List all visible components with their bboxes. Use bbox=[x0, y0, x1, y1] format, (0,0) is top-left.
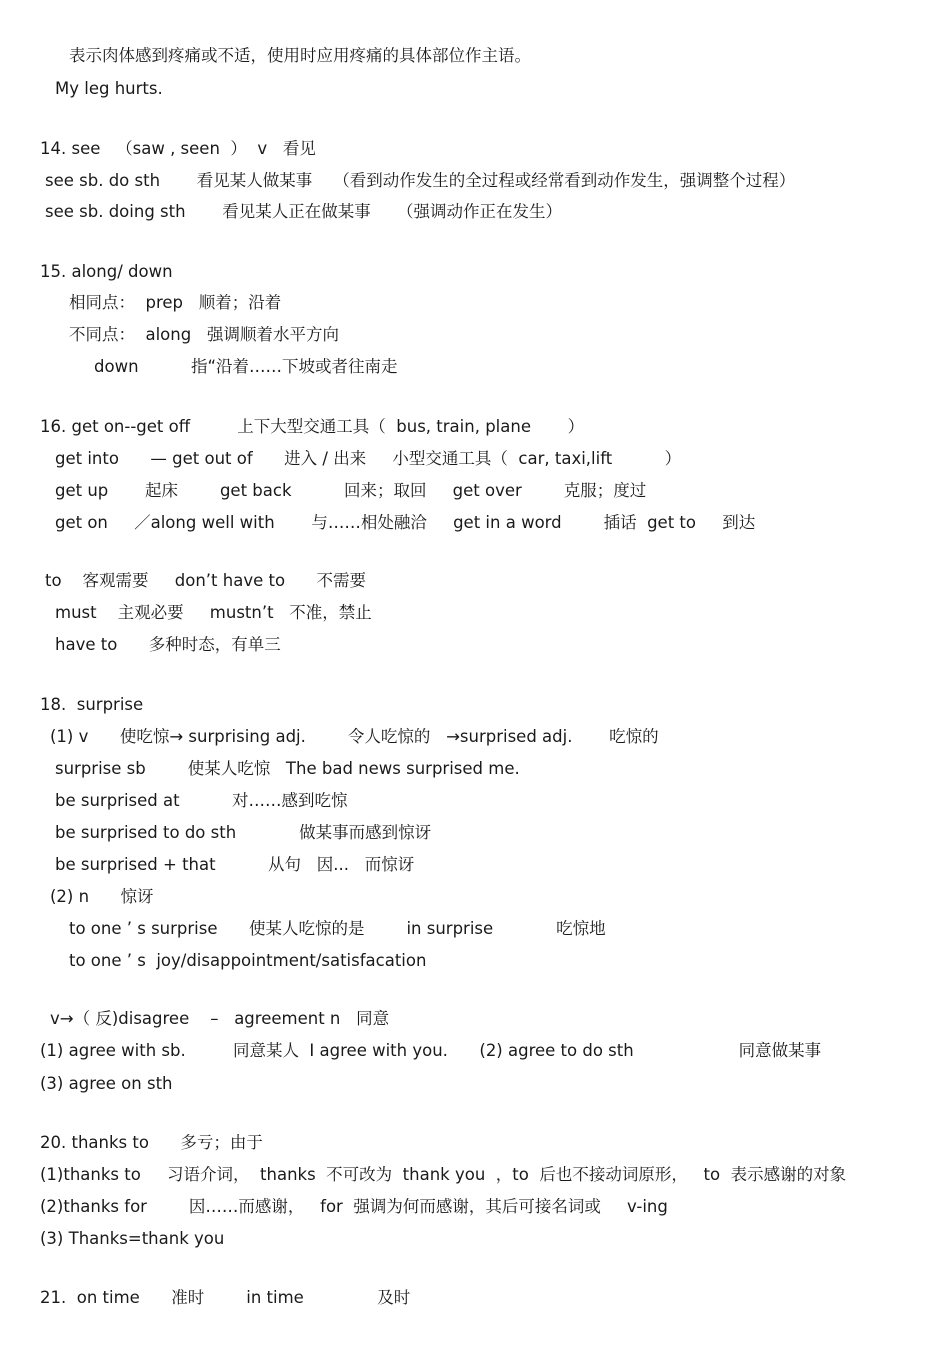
section-19-line: (3) agree on sth bbox=[40, 1074, 173, 1093]
section-17-line: have to 多种时态，有单三 bbox=[55, 635, 281, 654]
section-14-line: see sb. doing sth 看见某人正在做某事 （强调动作正在发生） bbox=[45, 202, 562, 221]
section-18-line: to one ’ s surprise 使某人吃惊的是 in surprise 吃惊地 bbox=[69, 919, 606, 938]
section-16-line: get on ／along well with 与……相处融洽 get in a word 插话 get to 到达 bbox=[55, 513, 756, 532]
section-20-line: (2)thanks for 因……而感谢， for 强调为何而感谢，其后可接名词或 v-ing bbox=[40, 1197, 668, 1216]
section-21-title: 21. on time 准时 in time 及时 bbox=[40, 1288, 411, 1307]
section-14-title: 14. see （saw , seen ） v 看见 bbox=[40, 139, 316, 158]
section-15-line: 不同点： along 强调顺着水平方向 bbox=[69, 325, 339, 344]
section-18-line: (2) n 惊讶 bbox=[50, 887, 154, 906]
section-14-line: see sb. do sth 看见某人做某事 （看到动作发生的全过程或经常看到动作发生，强调整个过程） bbox=[45, 171, 796, 190]
section-17-line: must 主观必要 mustn’t 不准，禁止 bbox=[55, 603, 372, 622]
section-16-line: get into — get out of 进入 / 出来 小型交通工具（ car, taxi,lift ） bbox=[55, 449, 682, 468]
section-16-title: 16. get on--get off 上下大型交通工具（ bus, train, plane ） bbox=[40, 417, 585, 436]
section-20-line: (1)thanks to 习语介词， thanks 不可改为 thank you ，to 后也不接动词原形， to 表示感谢的对象 bbox=[40, 1165, 847, 1184]
hurt-example: My leg hurts. bbox=[55, 79, 163, 98]
section-16-line: get up 起床 get back 回来；取回 get over 克服；度过 bbox=[55, 481, 647, 500]
section-18-line: be surprised + that 从句 因... 而惊讶 bbox=[55, 855, 415, 874]
section-18-line: to one ’ s joy/disappointment/satisfacation bbox=[69, 951, 427, 970]
section-19-line: v→（ 反)disagree – agreement n 同意 bbox=[50, 1009, 390, 1028]
section-15-title: 15. along/ down bbox=[40, 262, 173, 281]
section-19-line: (1) agree with sb. 同意某人 I agree with you. (2) agree to do sth 同意做某事 bbox=[40, 1041, 822, 1060]
hurt-note: 表示肉体感到疼痛或不适，使用时应用疼痛的具体部位作主语。 bbox=[69, 46, 531, 65]
section-18-title: 18. surprise bbox=[40, 695, 144, 714]
section-20-line: (3) Thanks=thank you bbox=[40, 1229, 225, 1248]
section-17-line: to 客观需要 don’t have to 不需要 bbox=[45, 571, 367, 590]
section-18-line: be surprised at 对……感到吃惊 bbox=[55, 791, 348, 810]
section-18-line: be surprised to do sth 做某事而感到惊讶 bbox=[55, 823, 432, 842]
section-18-line: (1) v 使吃惊→ surprising adj. 令人吃惊的 →surprised adj. 吃惊的 bbox=[50, 727, 659, 746]
section-15-line: 相同点： prep 顺着；沿着 bbox=[69, 293, 282, 312]
section-15-line: down 指“沿着……下坡或者往南走 bbox=[94, 357, 398, 376]
section-18-line: surprise sb 使某人吃惊 The bad news surprised me. bbox=[55, 759, 520, 778]
section-20-title: 20. thanks to 多亏；由于 bbox=[40, 1133, 263, 1152]
